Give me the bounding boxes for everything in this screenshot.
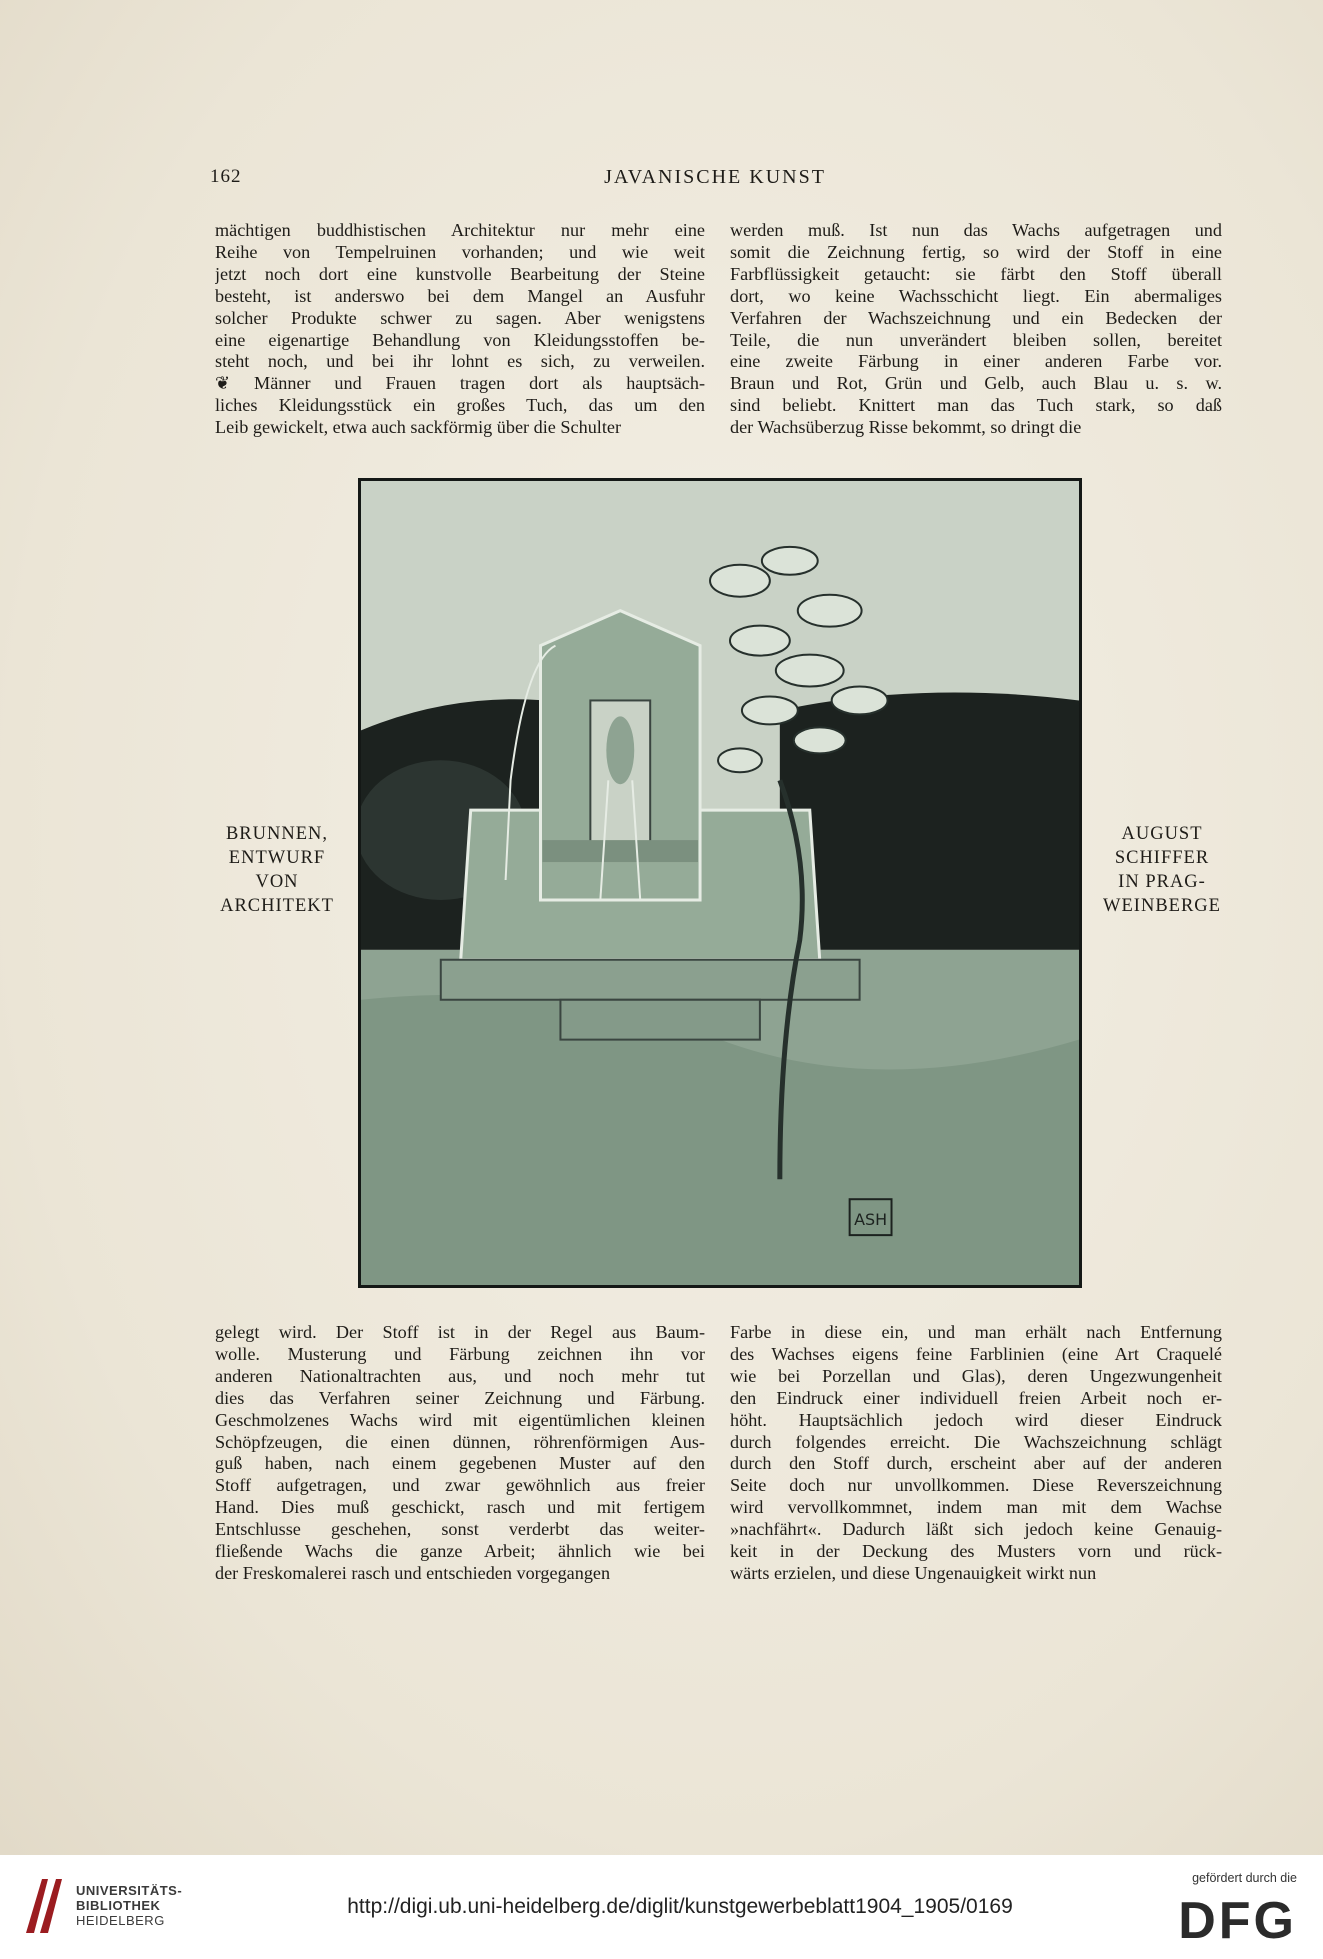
text-line: wärts erzielen, und diese Ungenauigkeit wirkt nun xyxy=(730,1562,1097,1583)
text-line: werden muß. Ist nun das Wachs aufgetragen und xyxy=(730,220,1222,240)
text-line: der Wachsüberzug Risse bekommt, so dringt die xyxy=(730,417,1082,438)
text-line: eine eigenartige Behandlung von Kleidungsstoffen be- xyxy=(215,329,705,350)
caption-line: ENTWURF xyxy=(228,848,326,868)
text-line: Verfahren der Wachszeichnung und ein Bedecken der xyxy=(730,307,1222,328)
sponsor-note: gefördert durch die xyxy=(1192,1871,1297,1885)
text-line: Teile, die nun unverändert bleiben sollen, bereitet xyxy=(730,329,1222,350)
text-line: wolle. Musterung und Färbung zeichnen ihn vor xyxy=(215,1343,705,1364)
digitization-footer xyxy=(0,1855,1323,1959)
text-line: »nachfährt«. Dadurch läßt sich jedoch keine Genauig- xyxy=(730,1519,1222,1540)
plate-monogram: ASH xyxy=(854,1210,888,1230)
text-line: ❦ Männer und Frauen tragen dort als hauptsäch- xyxy=(215,373,705,394)
text-column-top-left xyxy=(215,220,705,439)
text-column-bottom-left xyxy=(215,1322,705,1585)
text-line: sind beliebt. Knittert man das Tuch stark, so daß xyxy=(730,395,1222,416)
text-line: Entschlusse geschehen, sonst verderbt das weiter- xyxy=(215,1519,705,1540)
text-line: Schöpfzeugen, die einen dünnen, röhrenförmigen Aus- xyxy=(215,1431,705,1452)
sponsor-logo: DFG xyxy=(1178,1892,1297,1950)
text-line: höht. Hauptsächlich jedoch wird dieser Eindruck xyxy=(730,1409,1222,1430)
text-line: steht noch, und bei ihr lohnt es sich, zu verweilen. xyxy=(215,351,705,372)
caption-left xyxy=(218,822,336,918)
caption-line: BRUNNEN, xyxy=(225,824,329,844)
text-line: Seite doch nur unvollkommen. Diese Reverszeichnung xyxy=(730,1475,1222,1496)
text-line: guß haben, nach einem gegebenen Muster auf den xyxy=(215,1453,705,1474)
caption-right xyxy=(1102,822,1222,918)
library-name-line: UNIVERSITÄTS- xyxy=(76,1883,183,1898)
caption-line: AUGUST xyxy=(1121,824,1203,844)
text-line: anderen Nationaltrachten aus, und noch mehr tut xyxy=(215,1365,705,1386)
text-column-top-right xyxy=(730,220,1222,439)
library-name-line: BIBLIOTHEK xyxy=(76,1898,161,1913)
permalink-url[interactable]: http://digi.ub.uni-heidelberg.de/diglit/kunstgewerbeblatt1904_1905/0169 xyxy=(347,1895,1013,1918)
page-number: 162 xyxy=(210,166,242,187)
text-line: eine zweite Färbung in einer anderen Farbe vor. xyxy=(730,351,1222,372)
text-line: Reihe von Tempelruinen vorhanden; und wie weit xyxy=(215,241,705,262)
text-line: keit in der Deckung des Musters vorn und rück- xyxy=(730,1541,1222,1562)
text-line: somit die Zeichnung fertig, so wird der Stoff in eine xyxy=(730,241,1222,262)
text-line: durch den Stoff durch, erscheint aber auf der anderen xyxy=(730,1453,1222,1474)
text-line: gelegt wird. Der Stoff ist in der Regel aus Baum- xyxy=(215,1322,705,1342)
library-name xyxy=(76,1883,182,1928)
text-line: des Wachses eigens feine Farblinien (eine Art Craquelé xyxy=(730,1343,1222,1364)
text-line: Leib gewickelt, etwa auch sackförmig über die Schulter xyxy=(215,417,622,438)
text-line: dort, wo keine Wachsschicht liegt. Ein abermaliges xyxy=(730,285,1222,306)
text-line: der Freskomalerei rasch und entschieden vorgegangen xyxy=(215,1562,611,1583)
text-line: durch folgendes erreicht. Die Wachszeichnung schlägt xyxy=(730,1431,1222,1452)
caption-line: VON xyxy=(255,872,299,892)
text-line: den Eindruck einer individuell freien Arbeit noch er- xyxy=(730,1387,1222,1408)
text-line: Farbe in diese ein, und man erhält nach Entfernung xyxy=(730,1322,1222,1342)
text-line: fließende Wachs die ganze Arbeit; ähnlich wie bei xyxy=(215,1541,705,1562)
text-line: jetzt noch dort eine kunstvolle Bearbeitung der Steine xyxy=(215,263,705,284)
text-line: liches Kleidungsstück ein großes Tuch, das um den xyxy=(215,395,705,416)
caption-line: WEINBERGE xyxy=(1103,896,1221,916)
text-line: Hand. Dies muß geschickt, rasch und mit fertigem xyxy=(215,1497,705,1518)
text-column-bottom-right xyxy=(730,1322,1222,1585)
text-line: mächtigen buddhistischen Architektur nur mehr eine xyxy=(215,220,705,240)
text-line: Braun und Rot, Grün und Gelb, auch Blau u. s. w. xyxy=(730,373,1222,394)
caption-line: ARCHITEKT xyxy=(220,896,334,916)
text-line: Geschmolzenes Wachs wird mit eigentümlichen kleinen xyxy=(215,1409,705,1430)
text-line: wie bei Porzellan und Glas), deren Ungezwungenheit xyxy=(730,1365,1222,1386)
text-line: Stoff aufgetragen, und zwar gewöhnlich aus freier xyxy=(215,1475,705,1496)
text-line: Farbflüssigkeit getaucht: sie färbt den Stoff überall xyxy=(730,263,1222,284)
page-title: JAVANISCHE KUNST xyxy=(604,166,826,188)
caption-line: IN PRAG- xyxy=(1118,872,1206,892)
fountain-drawing xyxy=(361,481,1079,1285)
text-line: wird vervollkommnet, indem man mit dem Wachse xyxy=(730,1497,1222,1518)
fountain-illustration xyxy=(358,478,1082,1288)
text-line: dies das Verfahren seiner Zeichnung und Färbung. xyxy=(215,1387,705,1408)
running-head xyxy=(210,166,1220,194)
text-line: besteht, ist anderswo bei dem Mangel an Ausfuhr xyxy=(215,285,705,306)
library-logo-icon xyxy=(22,1873,66,1939)
text-line: solcher Produkte schwer zu sagen. Aber wenigstens xyxy=(215,307,705,328)
caption-line: SCHIFFER xyxy=(1114,848,1210,868)
library-name-line: HEIDELBERG xyxy=(76,1913,165,1928)
